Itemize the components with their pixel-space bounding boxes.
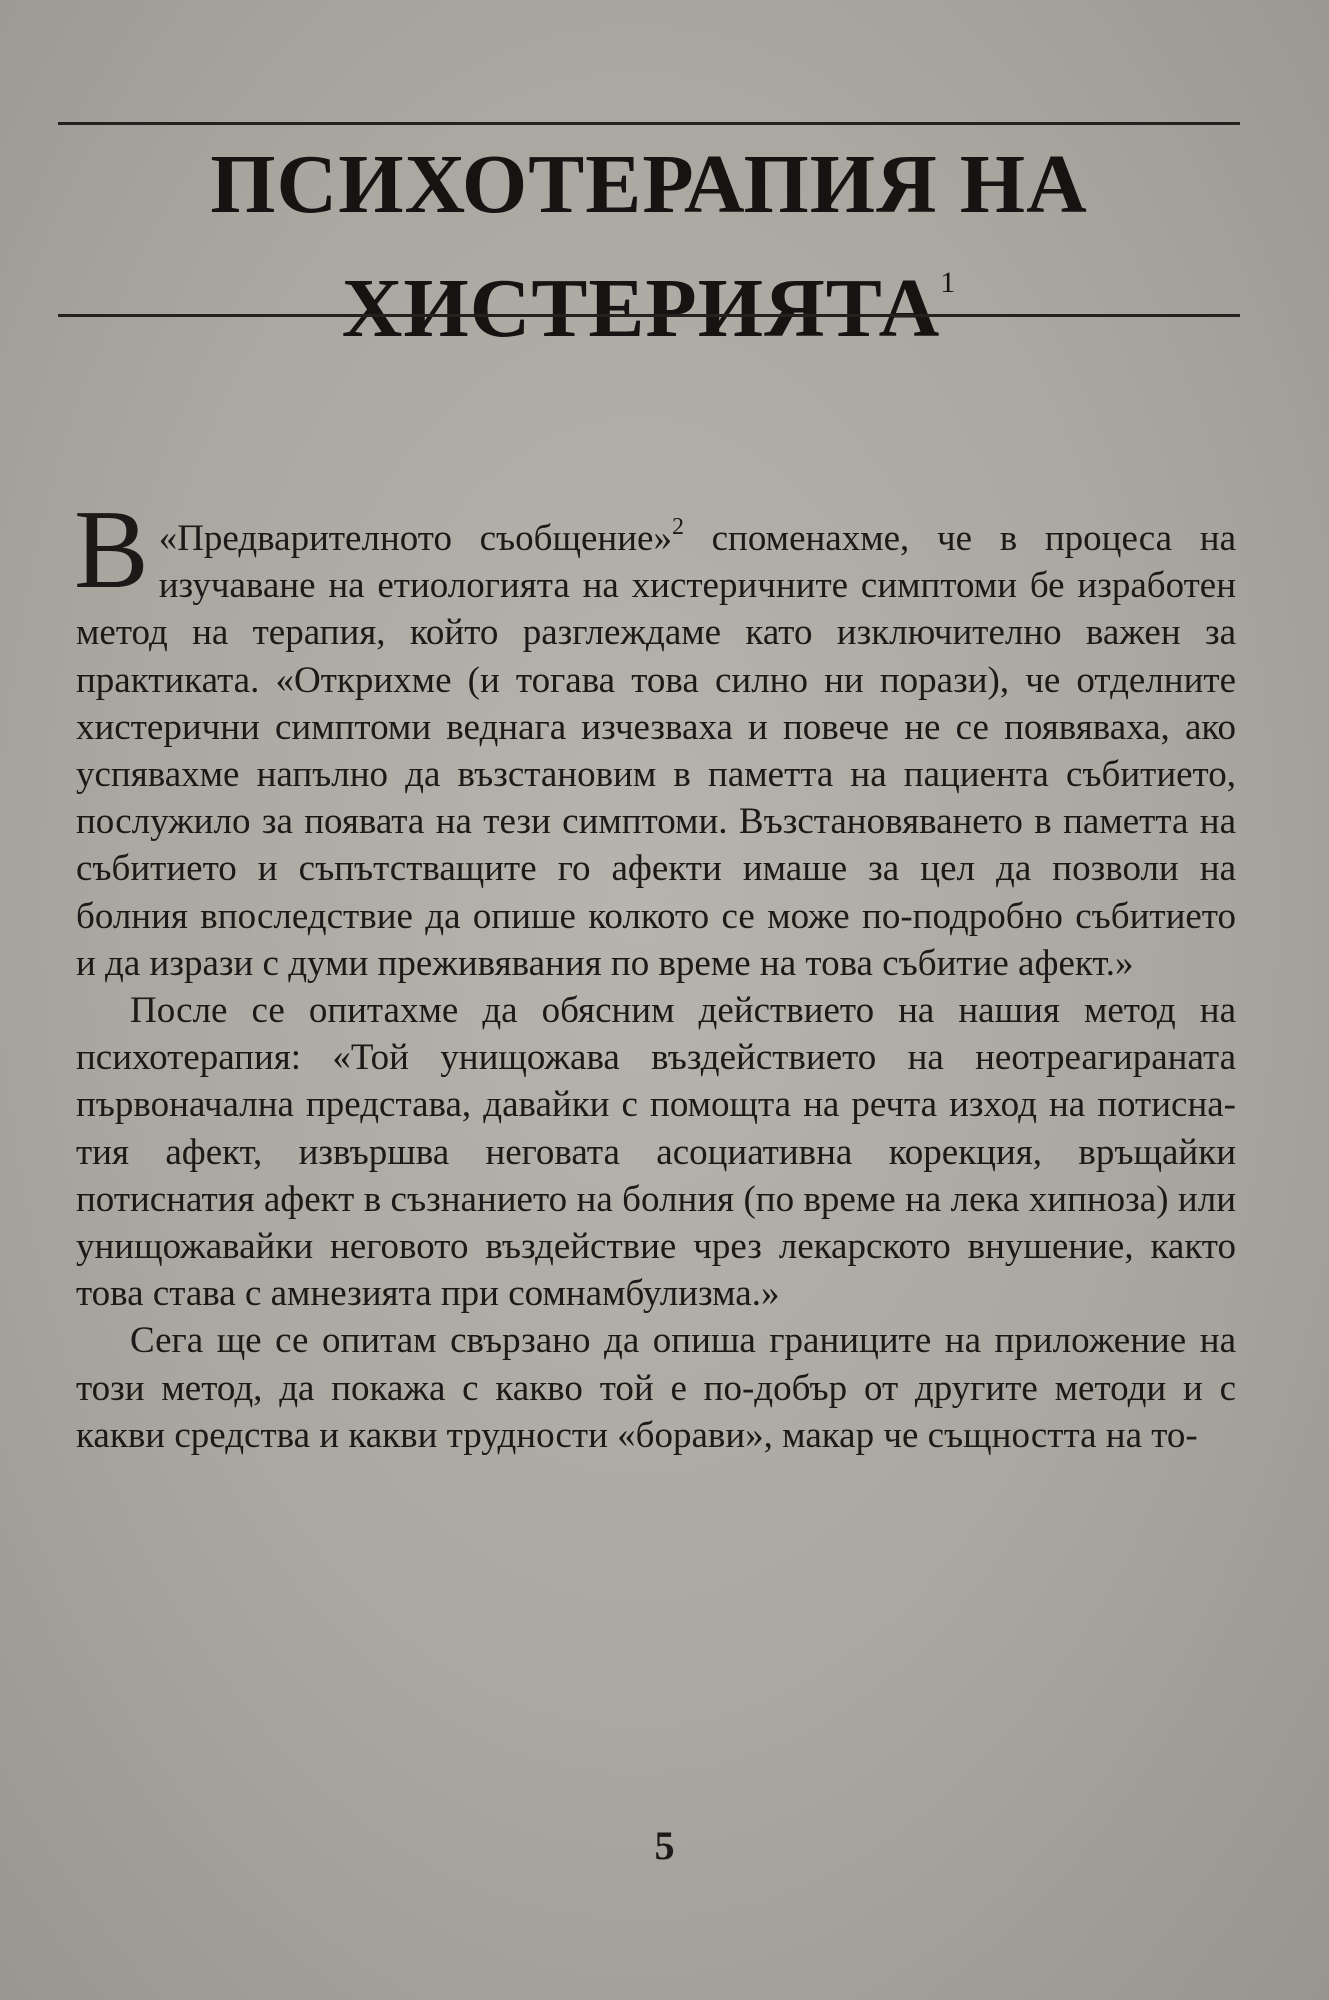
chapter-title <box>58 136 1240 358</box>
title-footnote-mark: 1 <box>940 266 957 299</box>
paragraph-1-part-1: «Предварителното съобщение» <box>158 518 672 559</box>
title-line-1: ПСИХОТЕРАПИЯ НА <box>210 138 1088 231</box>
top-rule <box>58 122 1240 125</box>
drop-cap: В <box>74 488 149 612</box>
title-line-2: ХИСТЕРИЯТА <box>341 262 941 355</box>
paragraph-1-part-2: споменахме, че в процеса на изучаване на етиологията на хистеричните симптоми бе изработен метод на терапия, който разглеждаме като изключително важен за практиката. «Открихме (и тогава това силно ни порази), че отделните хистерични симптоми веднага изчезваха и повече не се появяваха, ако успявахме напълно да възстановим в паметта на пациента събитието, послужило за появата на тези симптоми. Възстановяването в паметта на събитието и съпътстващите го афекти имаше за цел да позволи на болния впоследствие да опише колкото се може по-подробно събитието и да изрази с думи преживявания по време на това събитие афект.» <box>76 518 1236 984</box>
bottom-rule <box>58 314 1240 317</box>
paragraph-1-footnote-mark: 2 <box>671 514 684 540</box>
body-text <box>74 488 1236 1459</box>
paragraph-3: Сега ще се опитам свързано да опиша границите на приложение на този метод, да покажа с какво той е по-добър от другите методи и с какви средства и какви трудности «борави», макар че същността на то- <box>76 1320 1236 1456</box>
page-number: 5 <box>654 1823 675 1868</box>
paragraph-2: После се опитахме да обясним действието на нашия метод на психотерапия: «Той унищожава въздействието на неотреагираната първоначална представа, давайки с помощта на речта изход на потиснатия афект, извършва неговата асоциативна корекция, връщайки потиснатия афект в съзнанието на болния (по време на лека хипноза) или унищожавайки неговото въздействие чрез лекарското внушение, както това става с амнезията при сомнамбулизма.» <box>76 990 1236 1315</box>
paragraph-1 <box>74 488 1236 987</box>
